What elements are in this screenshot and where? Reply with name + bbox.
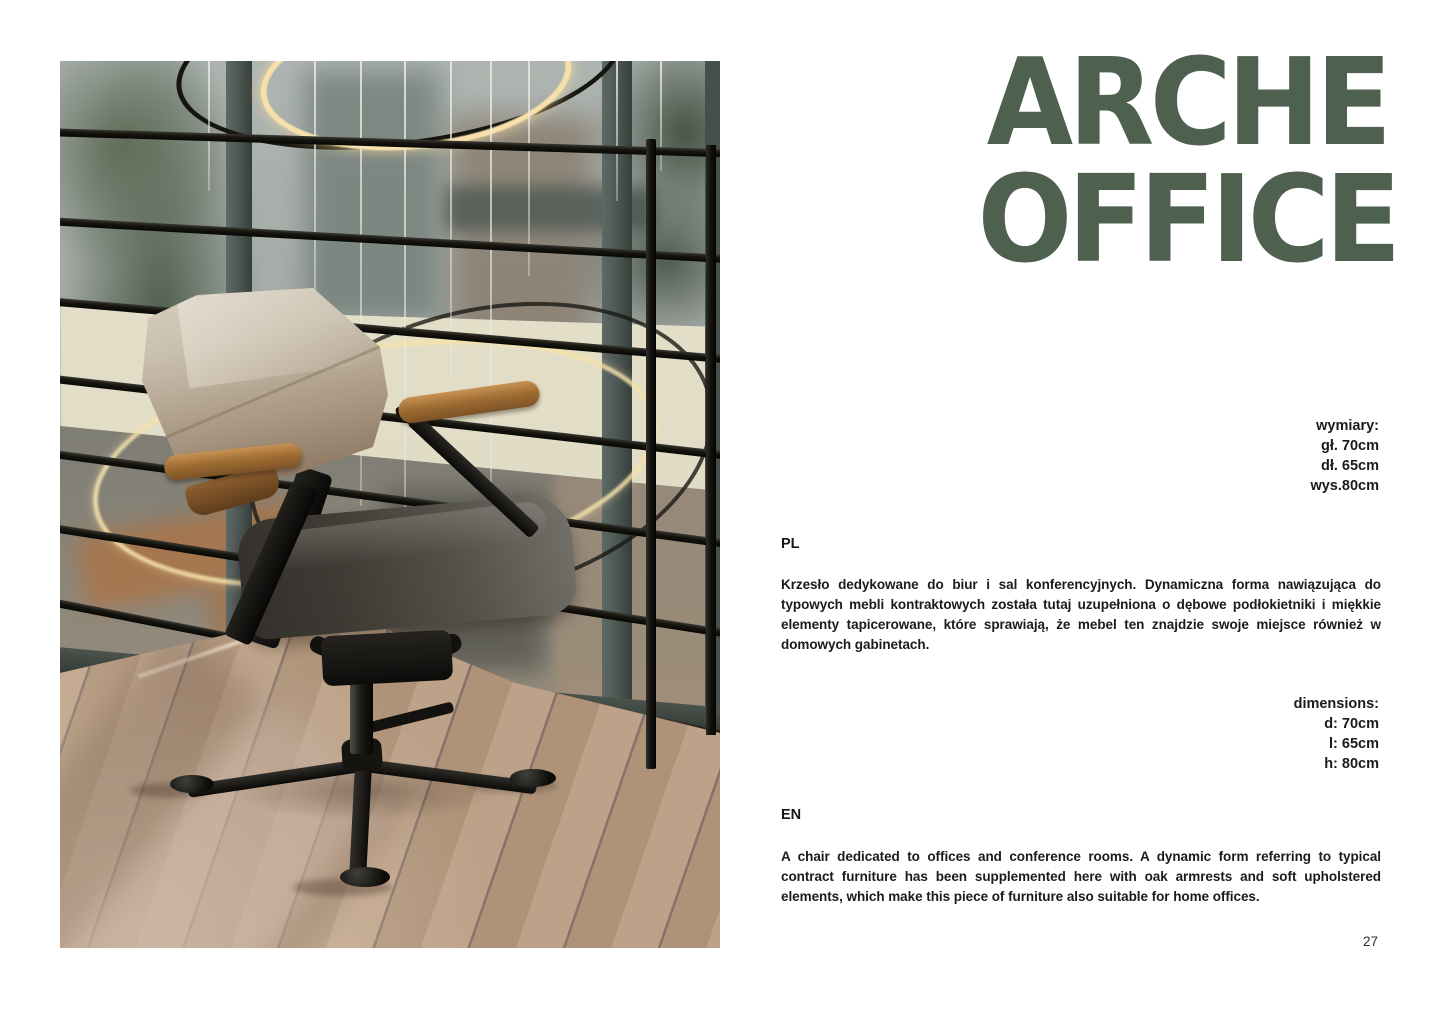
glide-foot (340, 867, 390, 887)
dimensions-en-length: l: 65cm (1329, 736, 1379, 752)
pl-label: PL (781, 536, 800, 552)
title-line-1: ARCHE (986, 34, 1388, 173)
dimensions-en-height: h: 80cm (1324, 756, 1379, 772)
en-description: A chair dedicated to offices and conference rooms. A dynamic form referring to typical contract furniture has been supplemented here with oak armrests and soft upholstered elements, which make this piece of furniture also suitable for home offices. (781, 849, 1381, 904)
seat-mechanism (321, 630, 453, 687)
dimensions-en-heading: dimensions: (1293, 696, 1379, 712)
backrest-highlight (177, 272, 388, 389)
office-chair (60, 61, 720, 948)
page-number: 27 (1362, 934, 1378, 949)
glide-foot (170, 775, 214, 793)
dimensions-pl-heading: wymiary: (1316, 418, 1379, 434)
en-label: EN (781, 807, 802, 823)
dimensions-pl (1310, 416, 1379, 496)
pl-description: Krzesło dedykowane do biur i sal konferencyjnych. Dynamiczna forma nawiązująca do typowych mebli kontraktowych została tutaj uzupełniona o dębowe podłokietniki i miękkie elementy tapicerowane, które sprawiają, że mebel ten znajdzie swoje miejsce również w domowych gabinetach. (781, 577, 1381, 652)
glide-foot (510, 769, 556, 787)
product-title (966, 34, 1409, 290)
dimensions-pl-height: wys.80cm (1310, 478, 1379, 494)
dimensions-en-depth: d: 70cm (1324, 716, 1379, 732)
dimensions-en (1294, 694, 1379, 774)
dimensions-pl-depth: gł. 70cm (1320, 438, 1379, 454)
product-photo (60, 61, 720, 948)
title-line-2: OFFICE (977, 151, 1397, 290)
oak-armrest-right (397, 379, 541, 425)
dimensions-pl-length: dł. 65cm (1320, 458, 1379, 474)
